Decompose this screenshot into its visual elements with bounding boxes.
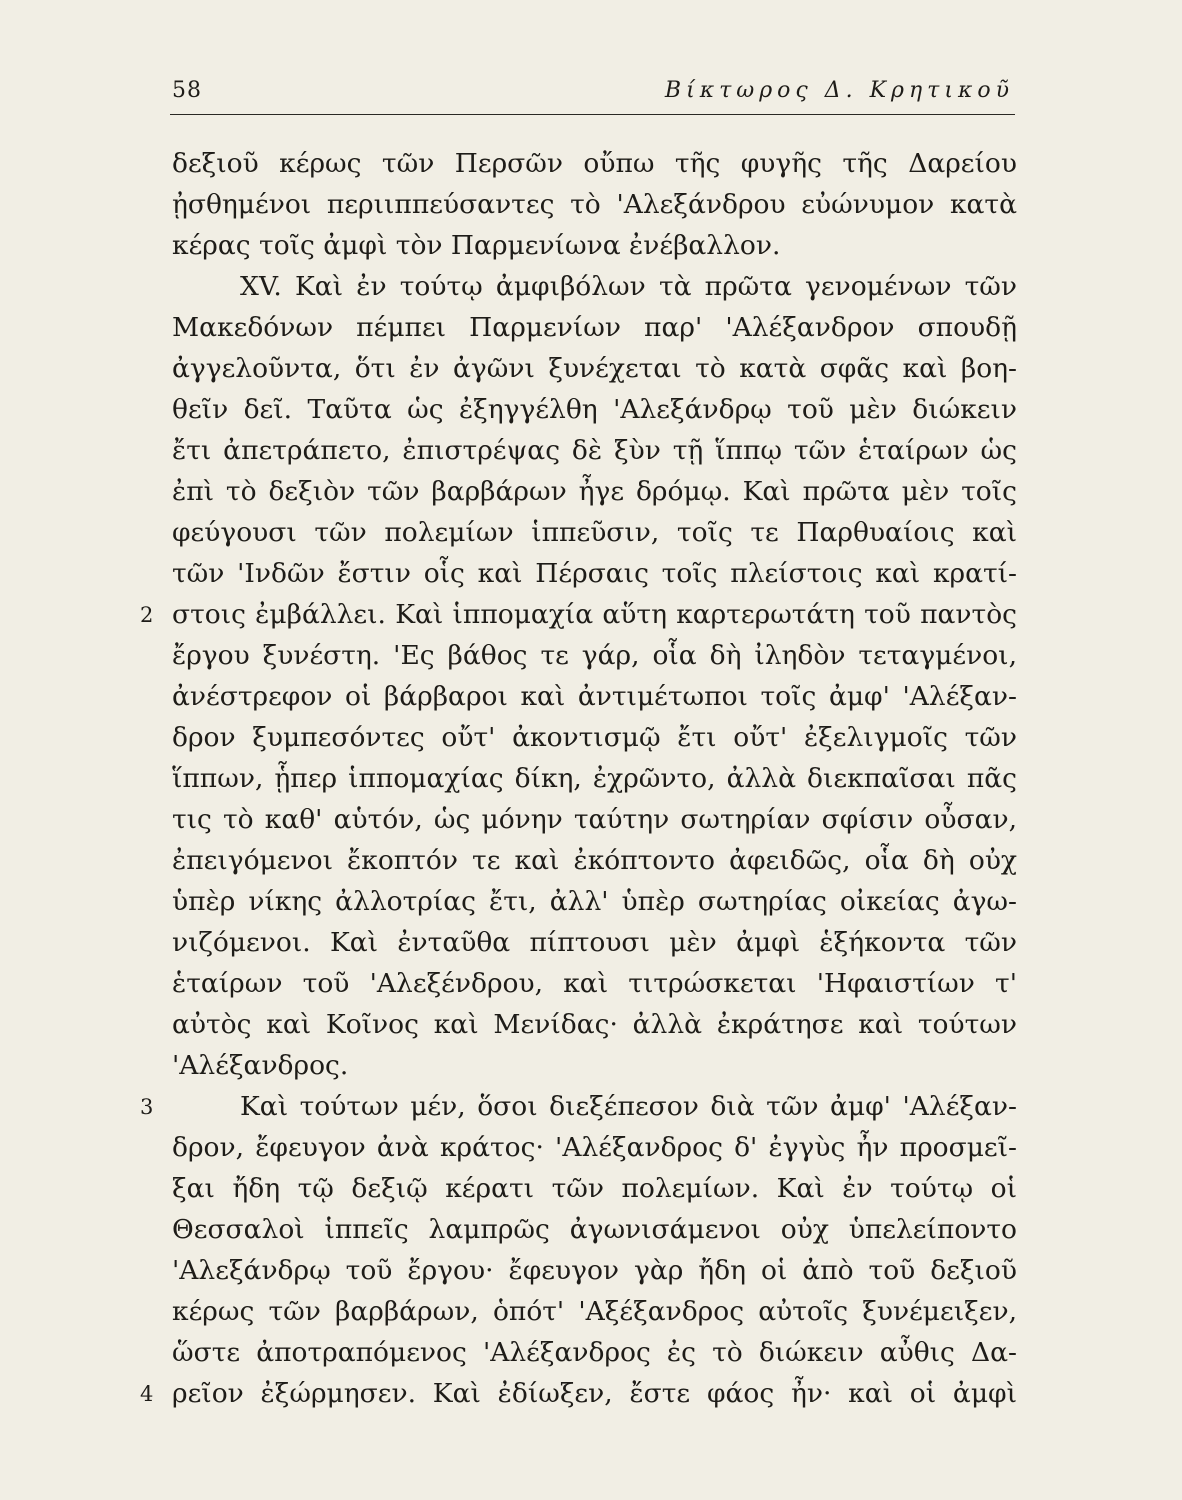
text-line-16: ἵππων, ᾗπερ ἱππομαχίας δίκη, ἐχρῶντο, ἀλλὰ διεκπαῖσαι πᾶς — [172, 763, 1017, 794]
header-rule — [170, 114, 1015, 115]
text-line-20: νιζόμενοι. Καὶ ἐνταῦθα πίπτουσι μὲν ἀμφὶ ἑξήκοντα τῶν — [172, 927, 1017, 958]
page-number: 58 — [172, 78, 202, 103]
text-line-6: ἀγγελοῦντα, ὅτι ἐν ἀγῶνι ξυνέχεται τὸ κατὰ σφᾶς καὶ βοη- — [172, 353, 1017, 384]
text-line-23: 'Αλέξανδρος. — [172, 1050, 349, 1081]
text-line-26: ξαι ἤδη τῷ δεξιῷ κέρατι τῶν πολεμίων. Καὶ ἐν τούτῳ οἱ — [172, 1173, 1017, 1204]
text-line-10: φεύγουσι τῶν πολεμίων ἱππεῦσιν, τοῖς τε Παρθυαίοις καὶ — [172, 517, 1017, 548]
text-line-17: τις τὸ καθ' αὑτόν, ὡς μόνην ταύτην σωτηρίαν σφίσιν οὖσαν, — [172, 804, 1017, 835]
text-line-30: ὥστε ἀποτραπόμενος 'Αλέξανδρος ἐς τὸ διώκειν αὖθις Δα- — [172, 1337, 1017, 1368]
text-line-19: ὑπὲρ νίκης ἀλλοτρίας ἔτι, ἀλλ' ὑπὲρ σωτηρίας οἰκείας ἀγω- — [172, 886, 1017, 917]
text-line-3: κέρας τοῖς ἀμφὶ τὸν Παρμενίωνα ἐνέβαλλον. — [172, 230, 781, 261]
text-line-2: ᾐσθημένοι περιιππεύσαντες τὸ 'Αλεξάνδρου εὐώνυμον κατὰ — [172, 189, 1017, 220]
text-line-27: Θεσσαλοὶ ἱππεῖς λαμπρῶς ἀγωνισάμενοι οὐχ ὑπελείποντο — [172, 1214, 1017, 1245]
text-line-24: Καὶ τούτων μέν, ὅσοι διεξέπεσον διὰ τῶν ἀμφ' 'Αλέξαν- — [240, 1091, 1017, 1122]
text-line-31: ρεῖον ἐξώρμησεν. Καὶ ἐδίωξεν, ἔστε φάος ἦν· καὶ οἱ ἀμφὶ — [172, 1378, 1017, 1409]
text-line-25: δρον, ἔφευγον ἀνὰ κράτος· 'Αλέξανδρος δ' ἐγγὺς ἦν προσμεῖ- — [172, 1132, 1017, 1163]
margin-number-3: 3 — [140, 1095, 154, 1119]
text-line-28: 'Αλεξάνδρῳ τοῦ ἔργου· ἔφευγον γὰρ ἤδη οἱ ἀπὸ τοῦ δεξιοῦ — [172, 1255, 1017, 1286]
text-line-5: Μακεδόνων πέμπει Παρμενίων παρ' 'Αλέξανδρον σπουδῇ — [172, 312, 1017, 343]
text-line-22: αὐτὸς καὶ Κοῖνος καὶ Μενίδας· ἀλλὰ ἐκράτησε καὶ τούτων — [172, 1009, 1017, 1040]
text-line-15: δρον ξυμπεσόντες οὔτ' ἀκοντισμῷ ἔτι οὔτ' ἐξελιγμοῖς τῶν — [172, 722, 1017, 753]
text-line-4: XV. Καὶ ἐν τούτῳ ἀμφιβόλων τὰ πρῶτα γενομένων τῶν — [240, 271, 1017, 302]
text-line-9: ἐπὶ τὸ δεξιὸν τῶν βαρβάρων ἦγε δρόμῳ. Καὶ πρῶτα μὲν τοῖς — [172, 476, 1017, 507]
text-line-7: θεῖν δεῖ. Ταῦτα ὡς ἐξηγγέλθη 'Αλεξάνδρῳ τοῦ μὲν διώκειν — [172, 394, 1017, 425]
text-line-11: τῶν 'Ινδῶν ἔστιν οἷς καὶ Πέρσαις τοῖς πλείστοις καὶ κρατί- — [172, 558, 1017, 589]
text-line-18: ἐπειγόμενοι ἔκοπτόν τε καὶ ἐκόπτοντο ἀφειδῶς, οἷα δὴ οὐχ — [172, 845, 1017, 876]
page-header — [172, 78, 1014, 108]
margin-number-4: 4 — [140, 1382, 154, 1406]
text-line-29: κέρως τῶν βαρβάρων, ὁπότ' 'Αξέξανδρος αὐτοῖς ξυνέμειξεν, — [172, 1296, 1017, 1327]
text-line-1: δεξιοῦ κέρως τῶν Περσῶν οὔπω τῆς φυγῆς τῆς Δαρείου — [172, 148, 1017, 179]
text-line-13: ἔργου ξυνέστη. 'Ες βάθος τε γάρ, οἷα δὴ ἰληδὸν τεταγμένοι, — [172, 640, 1017, 671]
text-line-8: ἔτι ἀπετράπετο, ἐπιστρέψας δὲ ξὺν τῇ ἵππῳ τῶν ἑταίρων ὡς — [172, 435, 1017, 466]
running-title: Βίκτωρος Δ. Κρητικοῦ — [664, 78, 1014, 103]
text-line-21: ἑταίρων τοῦ 'Αλεξένδρου, καὶ τιτρώσκεται 'Ηφαιστίων τ' — [172, 968, 1017, 999]
text-line-12: στοις ἐμβάλλει. Καὶ ἱππομαχία αὕτη καρτερωτάτη τοῦ παντὸς — [172, 599, 1017, 630]
margin-number-2: 2 — [140, 603, 154, 627]
text-line-14: ἀνέστρεφον οἱ βάρβαροι καὶ ἀντιμέτωποι τοῖς ἀμφ' 'Αλέξαν- — [172, 681, 1017, 712]
